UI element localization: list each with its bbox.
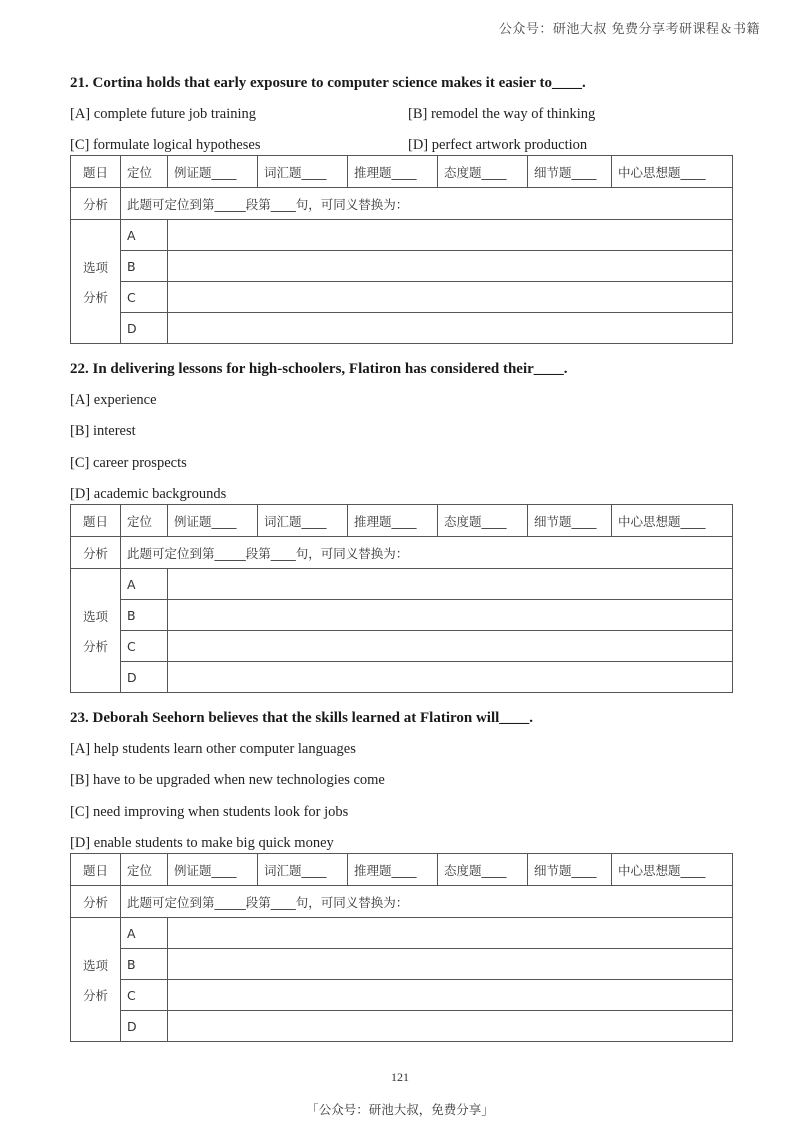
- option-analysis-label: [71, 569, 121, 693]
- label-attitude: 态度题____: [438, 505, 528, 537]
- answer-cell-b[interactable]: [168, 600, 733, 631]
- question-stem: 22. In delivering lessons for high-schoolers, Flatiron has considered their____.: [70, 361, 568, 377]
- label-inference: 推理题____: [348, 854, 438, 886]
- label-type-2: 分析: [71, 537, 121, 569]
- option-d: [D] perfect artwork production: [408, 137, 588, 153]
- analysis-table: [70, 853, 733, 1042]
- letter-a: A: [121, 569, 168, 600]
- label-example: 例证题____: [168, 505, 258, 537]
- locate-line: 此题可定位到第_____段第____句，可同义替换为：: [121, 188, 733, 220]
- answer-cell-b[interactable]: [168, 251, 733, 282]
- label-vocab: 词汇题____: [258, 505, 348, 537]
- label-main-idea: 中心思想题____: [612, 156, 733, 188]
- label-detail: 细节题____: [528, 854, 612, 886]
- analysis-table: [70, 504, 733, 693]
- label-option-2: 分析: [82, 289, 108, 305]
- question-21: [70, 74, 732, 336]
- answer-cell-b[interactable]: [168, 949, 733, 980]
- label-inference: 推理题____: [348, 156, 438, 188]
- label-option-1: 选项: [82, 957, 108, 973]
- letter-a: A: [121, 918, 168, 949]
- label-locate: 定位: [121, 505, 168, 537]
- label-option-1: 选项: [82, 259, 108, 275]
- option-d: [D] academic backgrounds: [70, 486, 227, 502]
- option-c: [C] career prospects: [70, 455, 187, 471]
- letter-c: C: [121, 980, 168, 1011]
- question-23: [70, 709, 732, 1034]
- option-c: [C] need improving when students look for jobs: [70, 804, 349, 820]
- label-vocab: 词汇题____: [258, 854, 348, 886]
- letter-c: C: [121, 282, 168, 313]
- label-main-idea: 中心思想题____: [612, 854, 733, 886]
- option-a: [A] complete future job training: [70, 106, 257, 122]
- header-note: 公众号：研池大叔 免费分享考研课程＆书籍: [498, 22, 760, 37]
- label-type-1: 题日: [71, 854, 121, 886]
- question-stem: 23. Deborah Seehorn believes that the skills learned at Flatiron will____.: [70, 710, 534, 726]
- option-a: [A] help students learn other computer languages: [70, 741, 356, 757]
- label-type-2: 分析: [71, 188, 121, 220]
- answer-cell-d[interactable]: [168, 313, 733, 344]
- label-detail: 细节题____: [528, 156, 612, 188]
- answer-cell-c[interactable]: [168, 980, 733, 1011]
- label-attitude: 态度题____: [438, 156, 528, 188]
- locate-line: 此题可定位到第_____段第____句，可同义替换为：: [121, 886, 733, 918]
- page-number: 121: [391, 1070, 409, 1084]
- label-locate: 定位: [121, 854, 168, 886]
- answer-cell-a[interactable]: [168, 220, 733, 251]
- answer-cell-d[interactable]: [168, 662, 733, 693]
- option-b: [B] interest: [70, 423, 136, 439]
- option-c: [C] formulate logical hypotheses: [70, 137, 261, 153]
- label-type-1: 题日: [71, 156, 121, 188]
- option-analysis-label: [71, 220, 121, 344]
- option-a: [A] experience: [70, 392, 157, 408]
- label-inference: 推理题____: [348, 505, 438, 537]
- label-type-2: 分析: [71, 886, 121, 918]
- locate-line: 此题可定位到第_____段第____句，可同义替换为：: [121, 537, 733, 569]
- option-d: [D] enable students to make big quick money: [70, 835, 334, 851]
- letter-b: B: [121, 600, 168, 631]
- footer-note: 「公众号：研池大叔，免费分享」: [306, 1102, 494, 1117]
- label-main-idea: 中心思想题____: [612, 505, 733, 537]
- option-b: [B] have to be upgraded when new technologies come: [70, 772, 385, 788]
- letter-a: A: [121, 220, 168, 251]
- label-attitude: 态度题____: [438, 854, 528, 886]
- question-22: [70, 360, 732, 685]
- letter-d: D: [121, 313, 168, 344]
- answer-cell-c[interactable]: [168, 631, 733, 662]
- label-option-2: 分析: [82, 987, 108, 1003]
- option-analysis-label: [71, 918, 121, 1042]
- answer-cell-c[interactable]: [168, 282, 733, 313]
- letter-c: C: [121, 631, 168, 662]
- label-vocab: 词汇题____: [258, 156, 348, 188]
- question-stem: 21. Cortina holds that early exposure to computer science makes it easier to____.: [70, 75, 586, 91]
- label-detail: 细节题____: [528, 505, 612, 537]
- label-option-1: 选项: [82, 608, 108, 624]
- answer-cell-a[interactable]: [168, 918, 733, 949]
- label-example: 例证题____: [168, 156, 258, 188]
- letter-d: D: [121, 1011, 168, 1042]
- letter-b: B: [121, 251, 168, 282]
- option-b: [B] remodel the way of thinking: [408, 106, 596, 122]
- analysis-table: [70, 155, 733, 344]
- label-locate: 定位: [121, 156, 168, 188]
- answer-cell-a[interactable]: [168, 569, 733, 600]
- letter-d: D: [121, 662, 168, 693]
- label-type-1: 题日: [71, 505, 121, 537]
- letter-b: B: [121, 949, 168, 980]
- label-option-2: 分析: [82, 638, 108, 654]
- label-example: 例证题____: [168, 854, 258, 886]
- answer-cell-d[interactable]: [168, 1011, 733, 1042]
